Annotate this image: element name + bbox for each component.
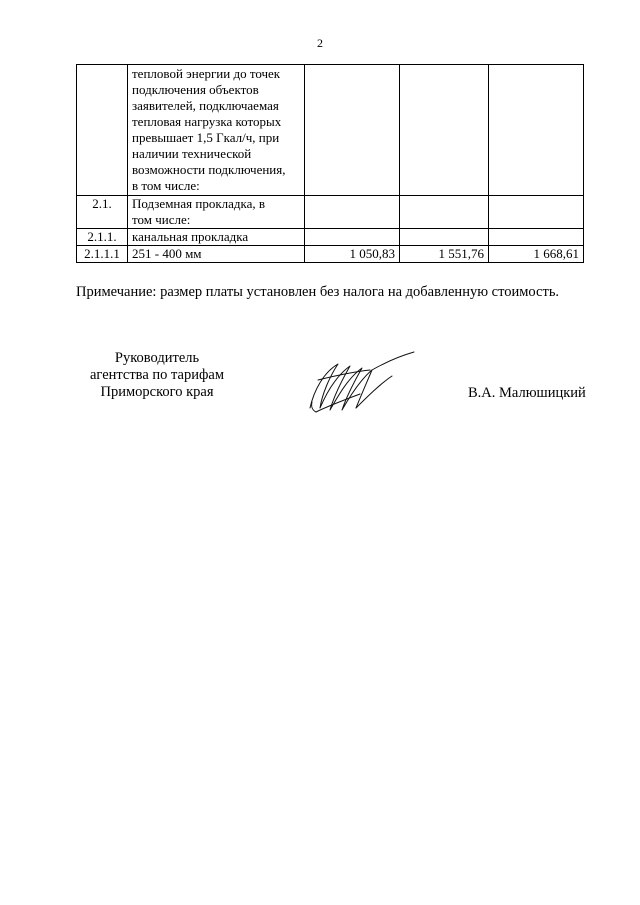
description-line: заявителей, подключаемая xyxy=(132,98,279,113)
description-line: тепловая нагрузка которых xyxy=(132,114,282,129)
value-cell-3 xyxy=(489,65,584,196)
description-line: в том числе: xyxy=(132,178,200,193)
value-cell-1 xyxy=(305,229,400,246)
row-number-cell: 2.1.1. xyxy=(77,229,128,246)
signatory-name: В.А. Малюшицкий xyxy=(468,385,586,401)
note-text: Примечание: размер платы установлен без налога на добавленную стоимость. xyxy=(76,284,560,300)
row-number-cell: 2.1.1.1 xyxy=(77,246,128,263)
value-cell-1 xyxy=(305,65,400,196)
description-line: том числе: xyxy=(132,212,191,227)
table-row xyxy=(77,196,584,229)
row-number-cell xyxy=(77,65,128,196)
tariff-table xyxy=(76,64,584,263)
signatory-title-line: Приморского края xyxy=(100,384,214,400)
table-row xyxy=(77,65,584,196)
row-description-cell xyxy=(128,246,305,263)
value-cell-1: 1 050,83 xyxy=(305,246,400,263)
description-line: превышает 1,5 Гкал/ч, при xyxy=(132,130,280,145)
value-cell-2 xyxy=(400,196,489,229)
value-cell-2 xyxy=(400,229,489,246)
description-line: наличии технической xyxy=(132,146,252,161)
value-cell-2 xyxy=(400,65,489,196)
description-line: 251 - 400 мм xyxy=(132,246,202,261)
value-cell-3 xyxy=(489,196,584,229)
value-cell-3 xyxy=(489,229,584,246)
description-line: Подземная прокладка, в xyxy=(132,196,266,211)
table-row xyxy=(77,246,584,263)
description-line: канальная прокладка xyxy=(132,229,249,244)
handwritten-signature xyxy=(308,350,416,416)
signatory-title-line: Руководитель xyxy=(114,350,200,366)
value-cell-2: 1 551,76 xyxy=(400,246,489,263)
table-row xyxy=(77,229,584,246)
description-line: возможности подключения, xyxy=(132,162,286,177)
description-line: тепловой энергии до точек xyxy=(132,66,281,81)
value-cell-1 xyxy=(305,196,400,229)
row-description-cell xyxy=(128,229,305,246)
value-cell-3: 1 668,61 xyxy=(489,246,584,263)
row-description-cell xyxy=(128,196,305,229)
row-description-cell xyxy=(128,65,305,196)
signatory-title-line: агентства по тарифам xyxy=(90,367,224,383)
description-line: подключения объектов xyxy=(132,82,259,97)
page-number: 2 xyxy=(317,36,323,50)
row-number-cell: 2.1. xyxy=(77,196,128,229)
signatory-title xyxy=(78,350,236,401)
